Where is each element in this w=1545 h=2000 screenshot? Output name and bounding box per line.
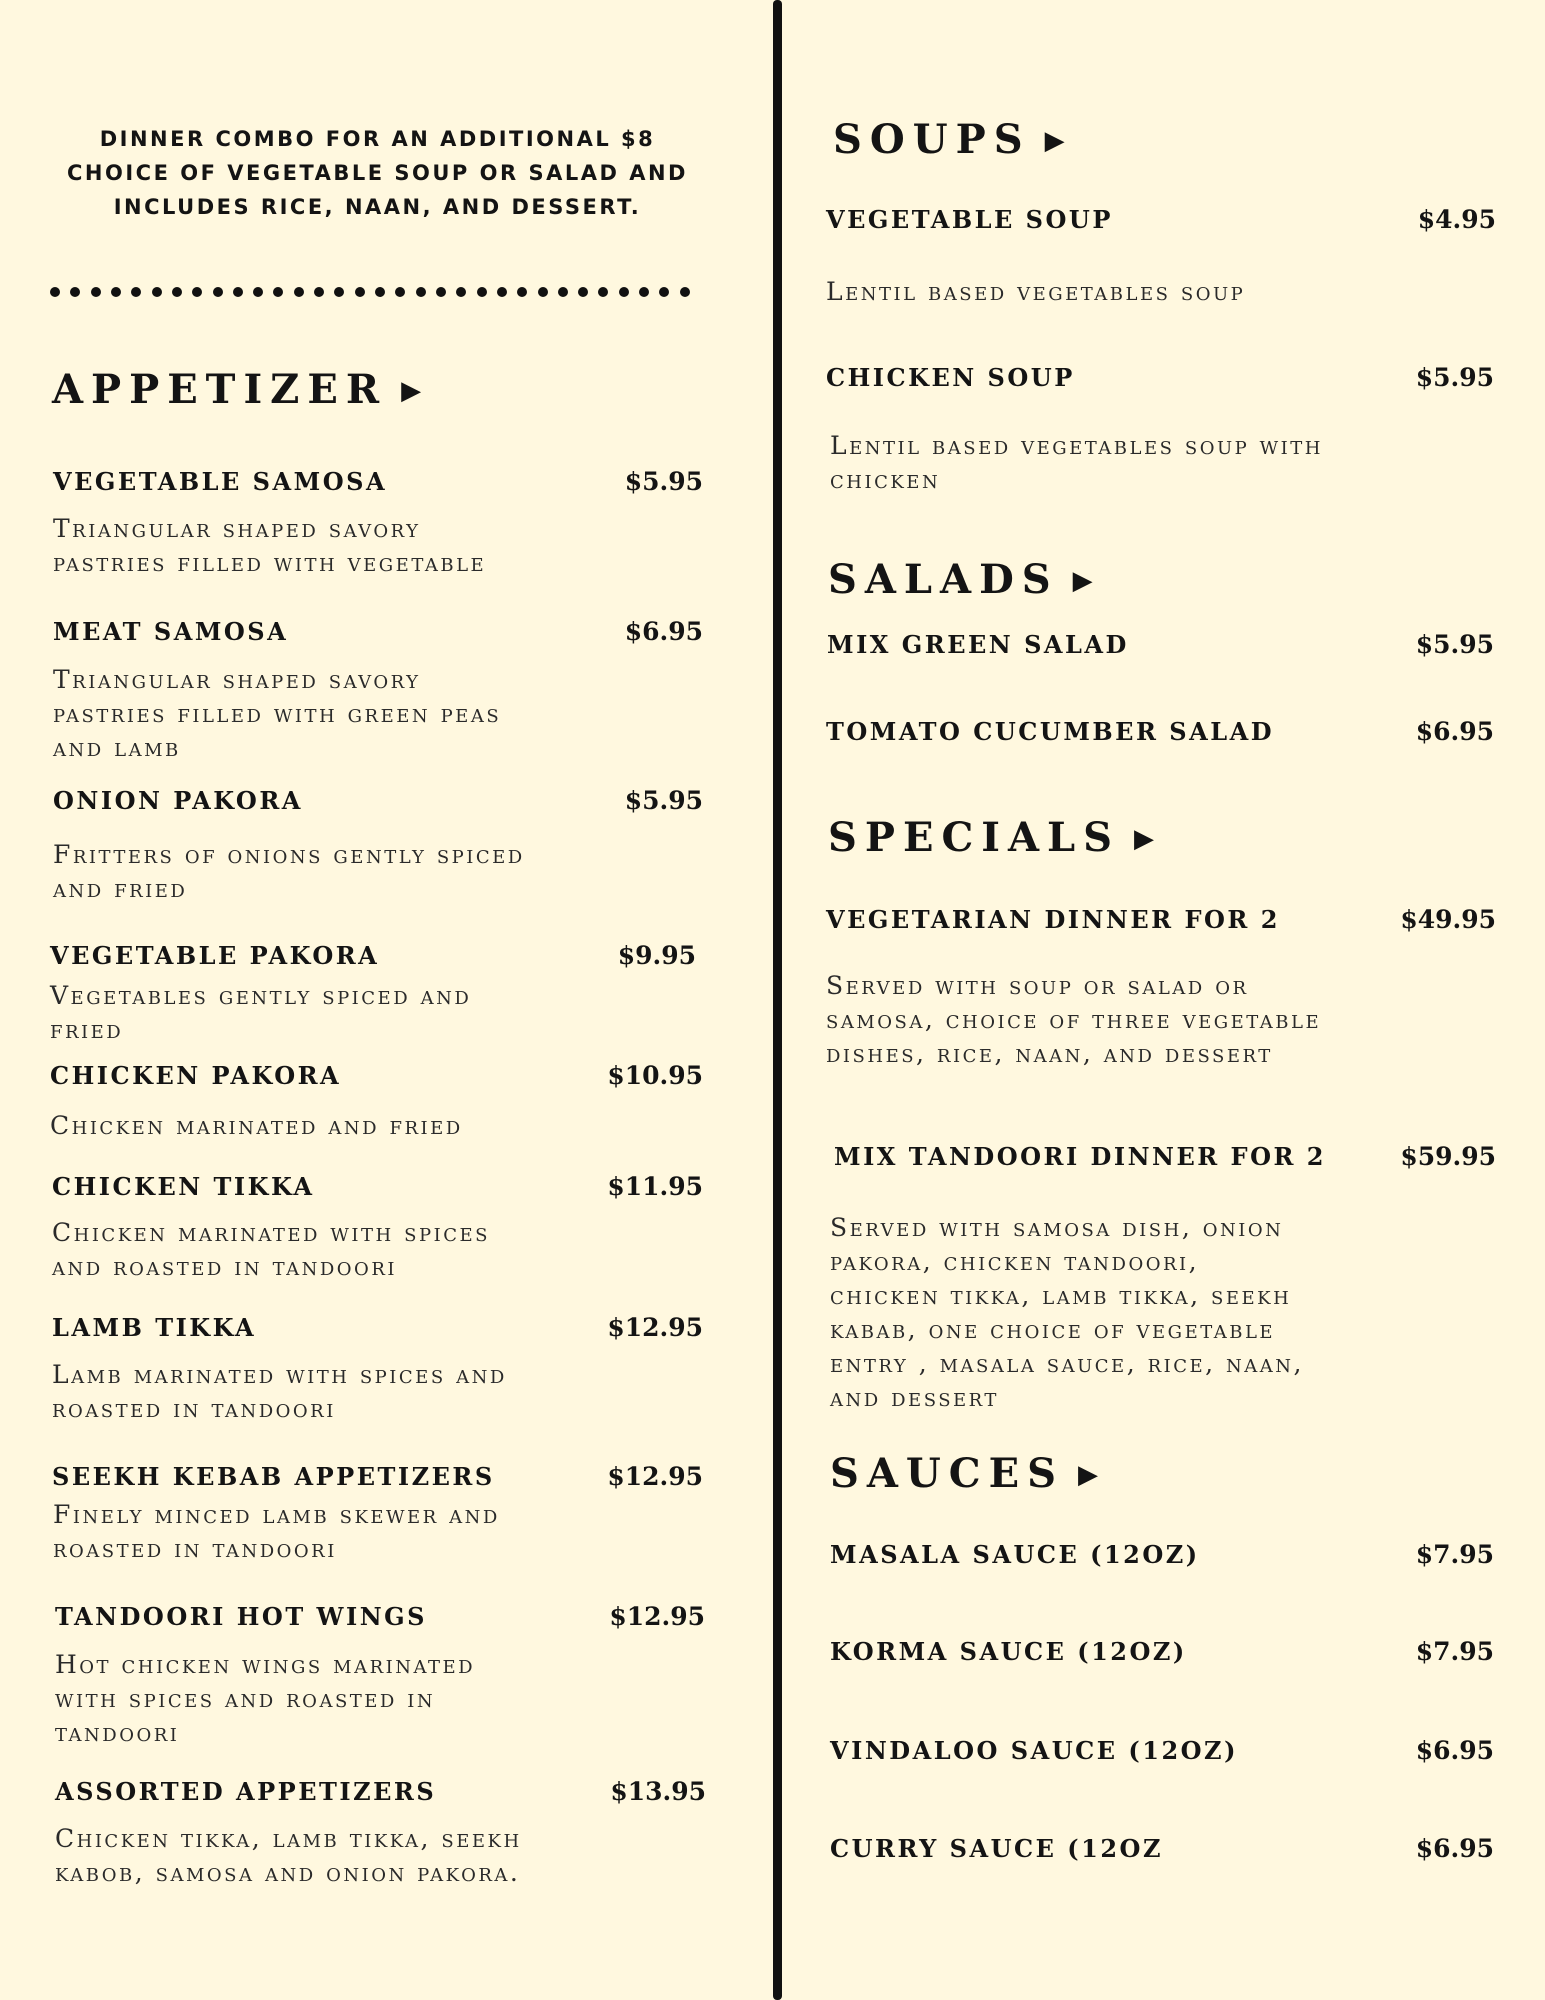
menu-item-description: Chicken marinated and fried <box>50 1111 463 1140</box>
separator-dot <box>619 287 629 297</box>
separator-dot <box>558 287 568 297</box>
combo-line-1: DINNER COMBO FOR AN ADDITIONAL $8 <box>99 127 656 151</box>
separator-dot <box>91 287 101 297</box>
separator-dot <box>172 287 182 297</box>
menu-item-price: $59.95 <box>1400 1142 1496 1171</box>
separator-dot <box>578 287 588 297</box>
menu-item-description: Hot chicken wings marinated with spices and roasted in tandoori <box>55 1650 476 1747</box>
sauces-heading <box>830 1452 1098 1497</box>
separator-dot <box>152 287 162 297</box>
menu-item-price: $5.95 <box>1415 363 1494 392</box>
menu-item-name: ASSORTED APPETIZERS <box>55 1777 437 1806</box>
menu-item-name: VEGETARIAN DINNER FOR 2 <box>826 905 1280 934</box>
menu-item-name: VEGETABLE PAKORA <box>50 941 380 970</box>
menu-item-price: $4.95 <box>1417 205 1496 234</box>
menu-item-price: $6.95 <box>1415 1834 1494 1863</box>
menu-item-description: Lentil based vegetables soup <box>826 277 1246 306</box>
menu-item-name: CHICKEN PAKORA <box>50 1061 342 1090</box>
separator-dot <box>334 287 344 297</box>
column-divider <box>773 0 782 2000</box>
menu-item-price: $9.95 <box>617 941 696 970</box>
separator-dot <box>477 287 487 297</box>
menu-item-price: $11.95 <box>607 1172 703 1201</box>
appetizer-heading <box>52 368 421 413</box>
separator-dot <box>598 287 608 297</box>
specials-heading-text: SPECIALS <box>828 814 1121 861</box>
separator-dot <box>497 287 507 297</box>
separator-dot <box>70 287 80 297</box>
menu-item-name: VINDALOO SAUCE (12OZ) <box>830 1736 1238 1765</box>
separator-dot <box>375 287 385 297</box>
separator-dot <box>456 287 466 297</box>
separator-dot <box>253 287 263 297</box>
menu-item-name: LAMB TIKKA <box>52 1313 257 1342</box>
separator-dot <box>436 287 446 297</box>
menu-item-price: $5.95 <box>1415 630 1494 659</box>
menu-item-name: MASALA SAUCE (12OZ) <box>830 1540 1200 1569</box>
menu-item-description: Fritters of onions gently spiced and fried <box>53 840 525 903</box>
menu-item-name: CHICKEN SOUP <box>826 363 1075 392</box>
menu-item-description: Triangular shaped savory pastries filled with green peas and lamb <box>53 665 502 762</box>
menu-item-name: SEEKH KEBAB APPETIZERS <box>52 1462 495 1491</box>
menu-item-price: $12.95 <box>609 1602 705 1631</box>
separator-dot <box>680 287 690 297</box>
menu-item-price: $5.95 <box>624 467 703 496</box>
right-triangle-icon: ▶ <box>1078 1460 1099 1490</box>
right-triangle-icon: ▶ <box>401 376 422 406</box>
salads-heading-text: SALADS <box>828 556 1059 603</box>
menu-item-description: Chicken tikka, lamb tikka, seekh kabob, samosa and onion pakora. <box>55 1824 522 1887</box>
separator-dot <box>659 287 669 297</box>
separator-dot <box>314 287 324 297</box>
menu-item-price: $10.95 <box>607 1061 703 1090</box>
separator-dot <box>111 287 121 297</box>
specials-heading <box>828 816 1154 861</box>
separator-dot <box>355 287 365 297</box>
menu-item-name: TANDOORI HOT WINGS <box>55 1602 427 1631</box>
menu-item-price: $6.95 <box>1415 717 1494 746</box>
separator-dot <box>50 287 60 297</box>
separator-dot <box>273 287 283 297</box>
combo-line-3: INCLUDES RICE, NAAN, AND DESSERT. <box>113 195 642 219</box>
menu-item-price: $7.95 <box>1415 1637 1494 1666</box>
soups-heading-text: SOUPS <box>833 116 1031 163</box>
menu-item-name: CHICKEN TIKKA <box>52 1172 315 1201</box>
appetizer-heading-text: APPETIZER <box>52 366 388 413</box>
separator-dot <box>416 287 426 297</box>
sauces-heading-text: SAUCES <box>830 1450 1065 1497</box>
separator-dot <box>639 287 649 297</box>
salads-heading <box>828 558 1093 603</box>
menu-item-description: Finely minced lamb skewer and roasted in tandoori <box>53 1500 500 1563</box>
menu-item-price: $6.95 <box>1415 1736 1494 1765</box>
soups-heading <box>833 118 1065 163</box>
menu-item-price: $13.95 <box>610 1777 706 1806</box>
menu-item-name: TOMATO CUCUMBER SALAD <box>826 717 1275 746</box>
separator-dot <box>517 287 527 297</box>
separator-dot <box>233 287 243 297</box>
menu-item-name: MIX TANDOORI DINNER FOR 2 <box>834 1142 1326 1171</box>
menu-item-name: VEGETABLE SAMOSA <box>53 467 388 496</box>
menu-item-description: Served with samosa dish, onion pakora, chicken tandoori, chicken tikka, lamb tikka, seekh kabab, one choice of vegetable entry , masala sauce, rice, naan, and dessert <box>830 1213 1304 1412</box>
menu-item-name: MIX GREEN SALAD <box>827 630 1129 659</box>
separator-dot <box>192 287 202 297</box>
separator-dot <box>395 287 405 297</box>
menu-item-description: Lentil based vegetables soup with chicken <box>830 431 1323 494</box>
separator-dot <box>131 287 141 297</box>
menu-item-price: $49.95 <box>1400 905 1496 934</box>
separator-dot <box>538 287 548 297</box>
menu-item-price: $5.95 <box>624 786 703 815</box>
right-triangle-icon: ▶ <box>1072 566 1093 596</box>
menu-item-name: CURRY SAUCE (12OZ <box>830 1834 1163 1863</box>
menu-item-name: KORMA SAUCE (12OZ) <box>830 1637 1187 1666</box>
separator-dot <box>213 287 223 297</box>
menu-item-description: Served with soup or salad or samosa, choice of three vegetable dishes, rice, naan, and dessert <box>826 971 1322 1068</box>
separator-dot <box>294 287 304 297</box>
menu-item-price: $6.95 <box>624 617 703 646</box>
menu-item-description: Chicken marinated with spices and roasted in tandoori <box>52 1218 490 1281</box>
menu-item-name: MEAT SAMOSA <box>53 617 289 646</box>
menu-item-description: Lamb marinated with spices and roasted in tandoori <box>52 1360 507 1423</box>
menu-item-price: $12.95 <box>607 1462 703 1491</box>
menu-item-description: Triangular shaped savory pastries filled with vegetable <box>53 514 487 577</box>
right-triangle-icon: ▶ <box>1044 126 1065 156</box>
menu-item-description: Vegetables gently spiced and fried <box>50 981 472 1044</box>
menu-item-price: $12.95 <box>607 1313 703 1342</box>
dinner-combo-note <box>45 122 710 224</box>
combo-line-2: CHOICE OF VEGETABLE SOUP OR SALAD AND <box>67 161 688 185</box>
menu-item-name: VEGETABLE SOUP <box>826 205 1113 234</box>
menu-item-price: $7.95 <box>1415 1540 1494 1569</box>
menu-item-name: ONION PAKORA <box>53 786 303 815</box>
right-triangle-icon: ▶ <box>1134 824 1155 854</box>
dotted-separator <box>50 282 690 302</box>
